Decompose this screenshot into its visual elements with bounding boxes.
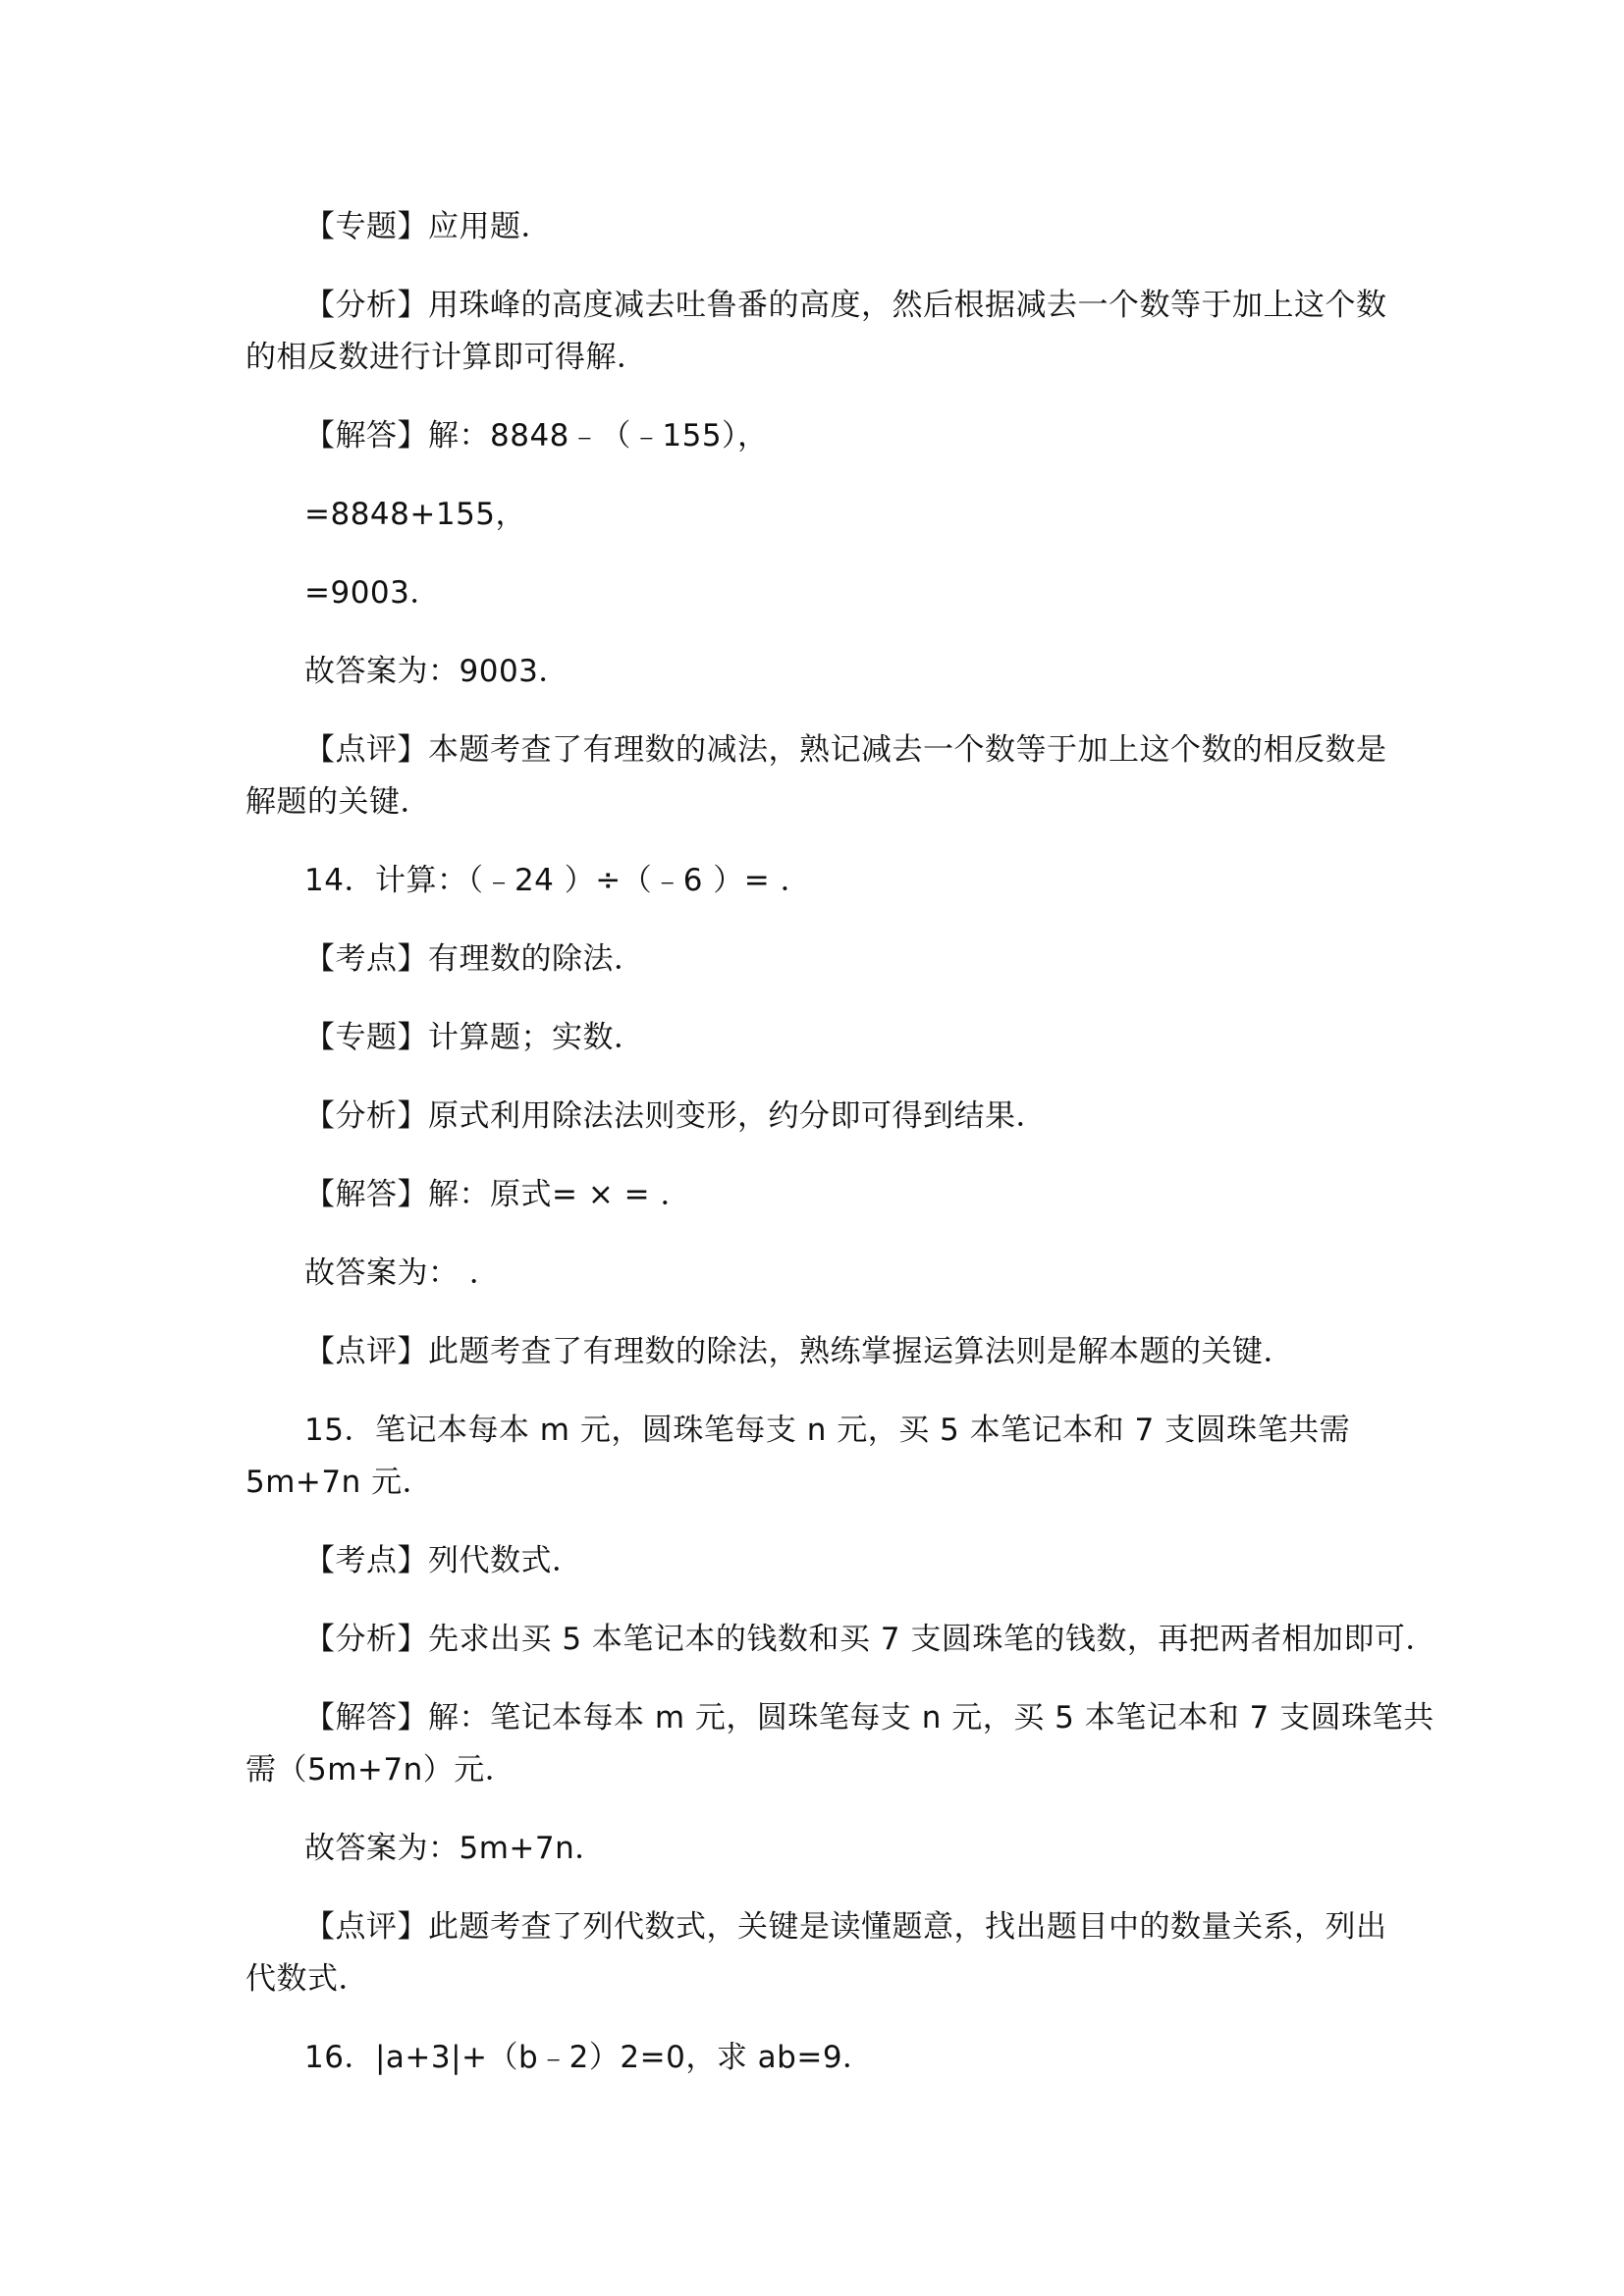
knowledge-point-line: 【考点】有理数的除法． <box>304 941 645 977</box>
knowledge-point-line: 【考点】列代数式． <box>304 1543 583 1578</box>
solution-line-continued: 需（5m+7n）元． <box>245 1752 516 1788</box>
analysis-line: 【分析】先求出买 5 本笔记本的钱数和买 7 支圆珠笔的钱数，再把两者相加即可． <box>304 1622 1436 1657</box>
answer-line: 故答案为：5m+7n． <box>304 1831 606 1866</box>
answer-line: 故答案为： ． <box>304 1255 501 1291</box>
comment-line: 【点评】此题考查了有理数的除法，熟练掌握运算法则是解本题的关键． <box>304 1334 1294 1369</box>
question-14: 14．计算：（﹣24 ）÷（﹣6 ）= ． <box>304 863 812 898</box>
topic-line: 【专题】计算题；实数． <box>304 1020 645 1055</box>
solution-line: 【解答】解：8848﹣（﹣155）， <box>304 418 769 454</box>
answer-line: 故答案为：9003． <box>304 654 569 689</box>
solution-line: 【解答】解：笔记本每本 m 元，圆珠笔每支 n 元，买 5 本笔记本和 7 支圆珠笔共 <box>304 1700 1435 1735</box>
topic-line: 【专题】应用题． <box>304 209 552 244</box>
comment-line: 【点评】此题考查了列代数式，关键是读懂题意，找出题目中的数量关系，列出 <box>304 1909 1387 1945</box>
solution-step: =9003． <box>304 575 441 611</box>
analysis-line: 【分析】原式利用除法法则变形，约分即可得到结果． <box>304 1098 1047 1134</box>
solution-line: 【解答】解：原式= × = ． <box>304 1177 691 1212</box>
solution-step: =8848+155， <box>304 497 527 532</box>
comment-line-continued: 解题的关键． <box>245 784 431 820</box>
question-16: 16．|a+3|+（b﹣2）2=0，求 ab=9． <box>304 2040 874 2075</box>
comment-line-continued: 代数式． <box>245 1961 369 1997</box>
analysis-line-continued: 的相反数进行计算即可得解． <box>245 340 648 375</box>
analysis-line: 【分析】用珠峰的高度减去吐鲁番的高度，然后根据减去一个数等于加上这个数 <box>304 288 1387 323</box>
question-15: 15．笔记本每本 m 元，圆珠笔每支 n 元，买 5 本笔记本和 7 支圆珠笔共需 <box>304 1413 1351 1448</box>
question-15-continued: 5m+7n 元． <box>245 1465 434 1500</box>
comment-line: 【点评】本题考查了有理数的减法，熟记减去一个数等于加上这个数的相反数是 <box>304 732 1387 768</box>
